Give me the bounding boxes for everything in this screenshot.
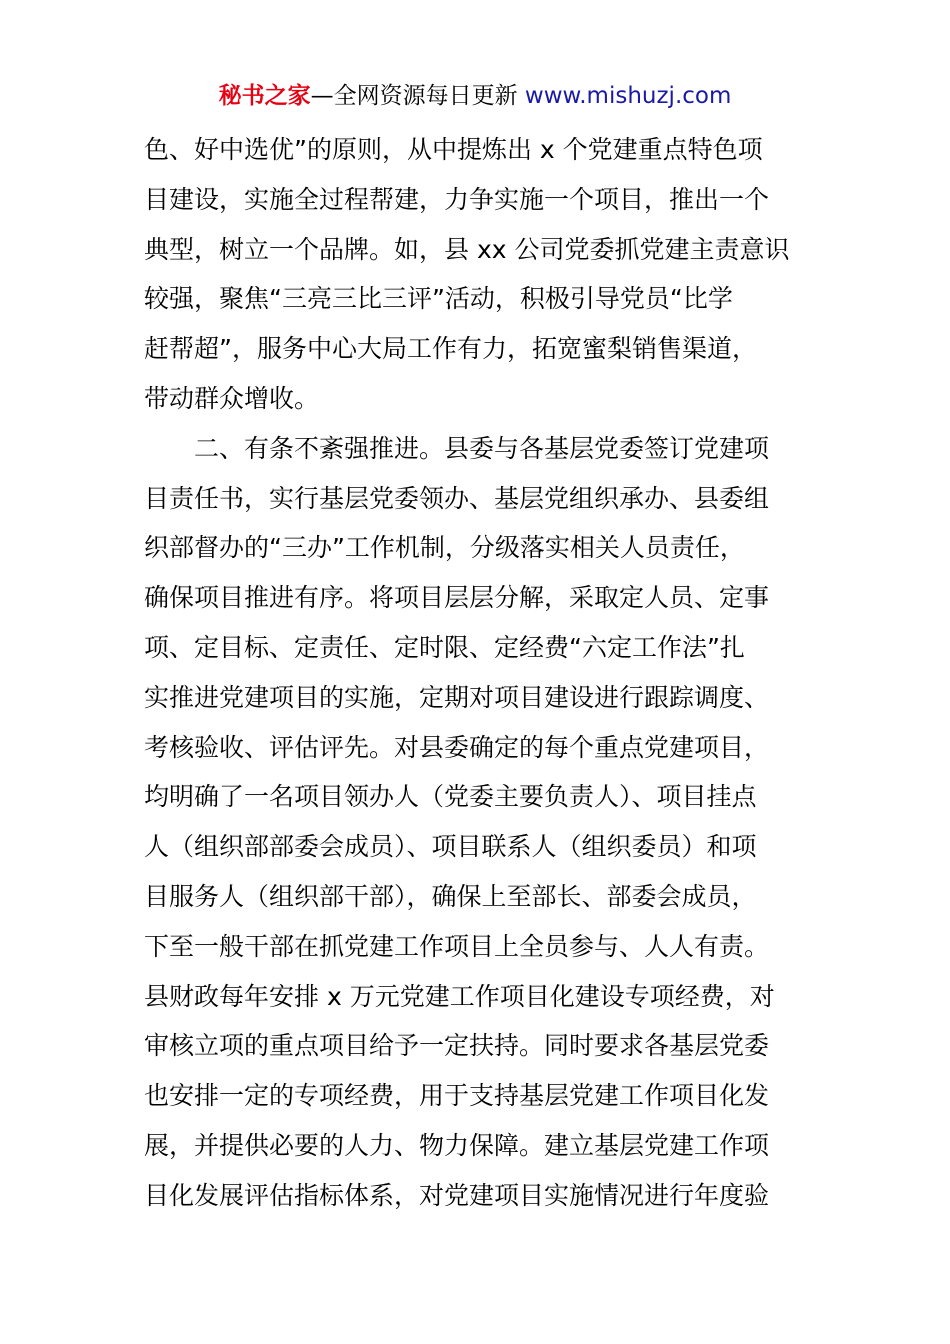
text-line: 考核验收、评估评先。对县委确定的每个重点党建项目，: [144, 732, 770, 762]
text-line: 目责任书，实行基层党委领办、基层党组织承办、县委组: [144, 483, 770, 513]
brand-name: 秘书之家: [218, 83, 311, 109]
text-line: 下至一般干部在抓党建工作项目上全员参与、人人有责。: [144, 931, 770, 961]
text-line: 赶帮超”，服务中心大局工作有力，拓宽蜜梨销售渠道，: [144, 334, 757, 364]
page-header: [0, 80, 950, 112]
text-line: 目服务人（组织部干部），确保上至部长、部委会成员，: [144, 881, 757, 911]
text-line: 审核立项的重点项目给予一定扶持。同时要求各基层党委: [144, 1031, 770, 1061]
text-line: 实推进党建项目的实施，定期对项目建设进行跟踪调度、: [144, 682, 770, 712]
text-line: 展，并提供必要的人力、物力保障。建立基层党建工作项: [144, 1130, 770, 1160]
text-line: 目化发展评估指标体系，对党建项目实施情况进行年度验: [144, 1180, 770, 1210]
text-line: 织部督办的“三办”工作机制，分级落实相关人员责任，: [144, 533, 745, 563]
document-body: [144, 125, 814, 1221]
site-url-link[interactable]: www.mishuzj.com: [524, 83, 732, 109]
header-tagline: —全网资源每日更新: [310, 83, 518, 109]
text-line: 较强，聚焦“三亮三比三评”活动，积极引导党员“比学: [144, 284, 733, 314]
text-line: 均明确了一名项目领办人（党委主要负责人）、项目挂点: [144, 782, 757, 812]
text-line: 典型，树立一个品牌。如，县 xx 公司党委抓党建主责意识: [144, 234, 790, 264]
text-line: 带动群众增收。: [144, 383, 320, 413]
text-line: 确保项目推进有序。将项目层层分解，采取定人员、定事: [144, 583, 770, 613]
text-line: 人（组织部部委会成员）、项目联系人（组织委员）和项: [144, 832, 757, 862]
text-line: 目建设，实施全过程帮建，力争实施一个项目，推出一个: [144, 184, 770, 214]
text-line: 项、定目标、定责任、定时限、定经费“六定工作法”扎: [144, 632, 745, 662]
text-line: 也安排一定的专项经费，用于支持基层党建工作项目化发: [144, 1081, 770, 1111]
text-line: 县财政每年安排 x 万元党建工作项目化建设专项经费，对: [144, 981, 775, 1011]
text-line: 色、好中选优”的原则，从中提炼出 x 个党建重点特色项: [144, 135, 763, 164]
section-heading-line: 二、有条不紊强推进。县委与各基层党委签订党建项: [194, 433, 770, 463]
